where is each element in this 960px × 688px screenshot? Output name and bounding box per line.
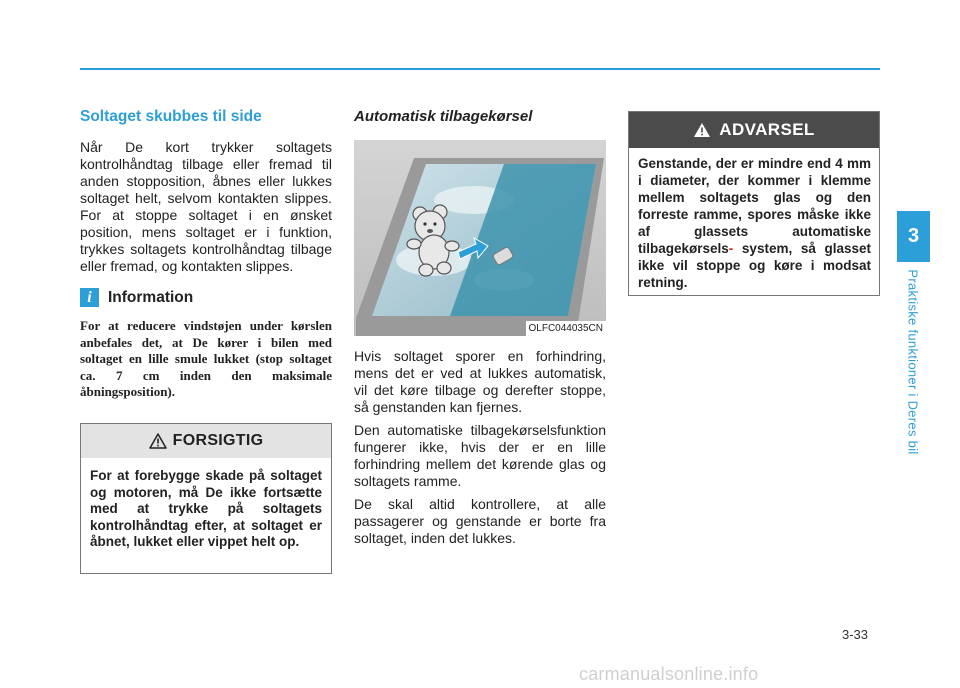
caution-title: FORSIGTIG	[172, 432, 264, 449]
paragraph: Hvis soltaget sporer en forhindring, mens det er ved at lukkes automatisk, vil det køre tilbage og derefter stoppe, så genstanden kan fjernes.	[354, 348, 606, 415]
warning-text-part2: system, så glasset ikke vil stoppe og køre i modsat retning.	[638, 241, 871, 290]
warning-box	[628, 111, 880, 296]
page-number: 3-33	[842, 627, 869, 642]
warning-header	[629, 112, 879, 148]
auto-reverse-text	[354, 348, 606, 547]
information-header	[80, 288, 332, 307]
right-column	[628, 111, 880, 296]
warning-triangle-icon	[149, 433, 167, 449]
chapter-tab: 3	[897, 211, 930, 262]
sliding-paragraph: Når De kort trykker soltagets kontrolhåndtag tilbage eller fremad til anden stopposition, åbnes eller lukkes soltaget helt, selvom kontakten slippes. For at stoppe soltaget i en ønsket position, mens soltaget er i funktion, trykkes soltagets kontrolhåndtag tilbage eller fremad, og kontakten slippes.	[80, 139, 332, 274]
warning-title: ADVARSEL	[719, 120, 815, 139]
warning-text-part1: Genstande, der er mindre end 4 mm i diameter, der kommer i klemme mellem soltagets glas og den forreste ramme, spores måske ikke af glassets automatiske tilbagekørsels	[638, 156, 871, 256]
chapter-title: Praktiske funktioner i Deres bil	[905, 269, 921, 455]
left-column	[80, 108, 332, 401]
caution-box	[80, 423, 332, 574]
warning-text	[629, 148, 879, 291]
watermark: carmanualsonline.info	[579, 664, 759, 684]
section-heading-sliding: Soltaget skubbes til side	[80, 108, 262, 125]
sunroof-illustration	[354, 140, 606, 336]
info-icon: i	[80, 288, 99, 307]
caution-text: For at forebygge skade på soltaget og motoren, må De ikke fortsætte med at trykke på soltagets kontrolhåndtag efter, at soltaget er åbnet, lukket eller vippet helt op.	[90, 468, 322, 549]
information-title: Information	[108, 288, 194, 306]
section-heading-auto-reverse: Automatisk tilbagekørsel	[354, 108, 533, 125]
warning-triangle-icon	[693, 122, 711, 138]
top-rule	[80, 68, 880, 70]
middle-column	[354, 108, 606, 553]
information-text: For at reducere vindstøjen under kørslen anbefales det, at De kører i bilen med soltaget en lille smule lukket (stop soltaget ca. 7 cm inden den maksimale åbningsposition).	[80, 318, 332, 399]
paragraph: Den automatiske tilbagekørselsfunktion fungerer ikke, hvis der er en lille forhindring mellem det kørende glas og soltagets ramme.	[354, 422, 606, 489]
figure-code: OLFC044035CN	[526, 321, 606, 336]
warning-hyphen: -	[728, 241, 734, 256]
sunroof-obstruction-image	[354, 140, 606, 336]
caution-header	[81, 424, 331, 458]
paragraph: De skal altid kontrollere, at alle passagerer og genstande er borte fra soltaget, inden det lukkes.	[354, 496, 606, 546]
